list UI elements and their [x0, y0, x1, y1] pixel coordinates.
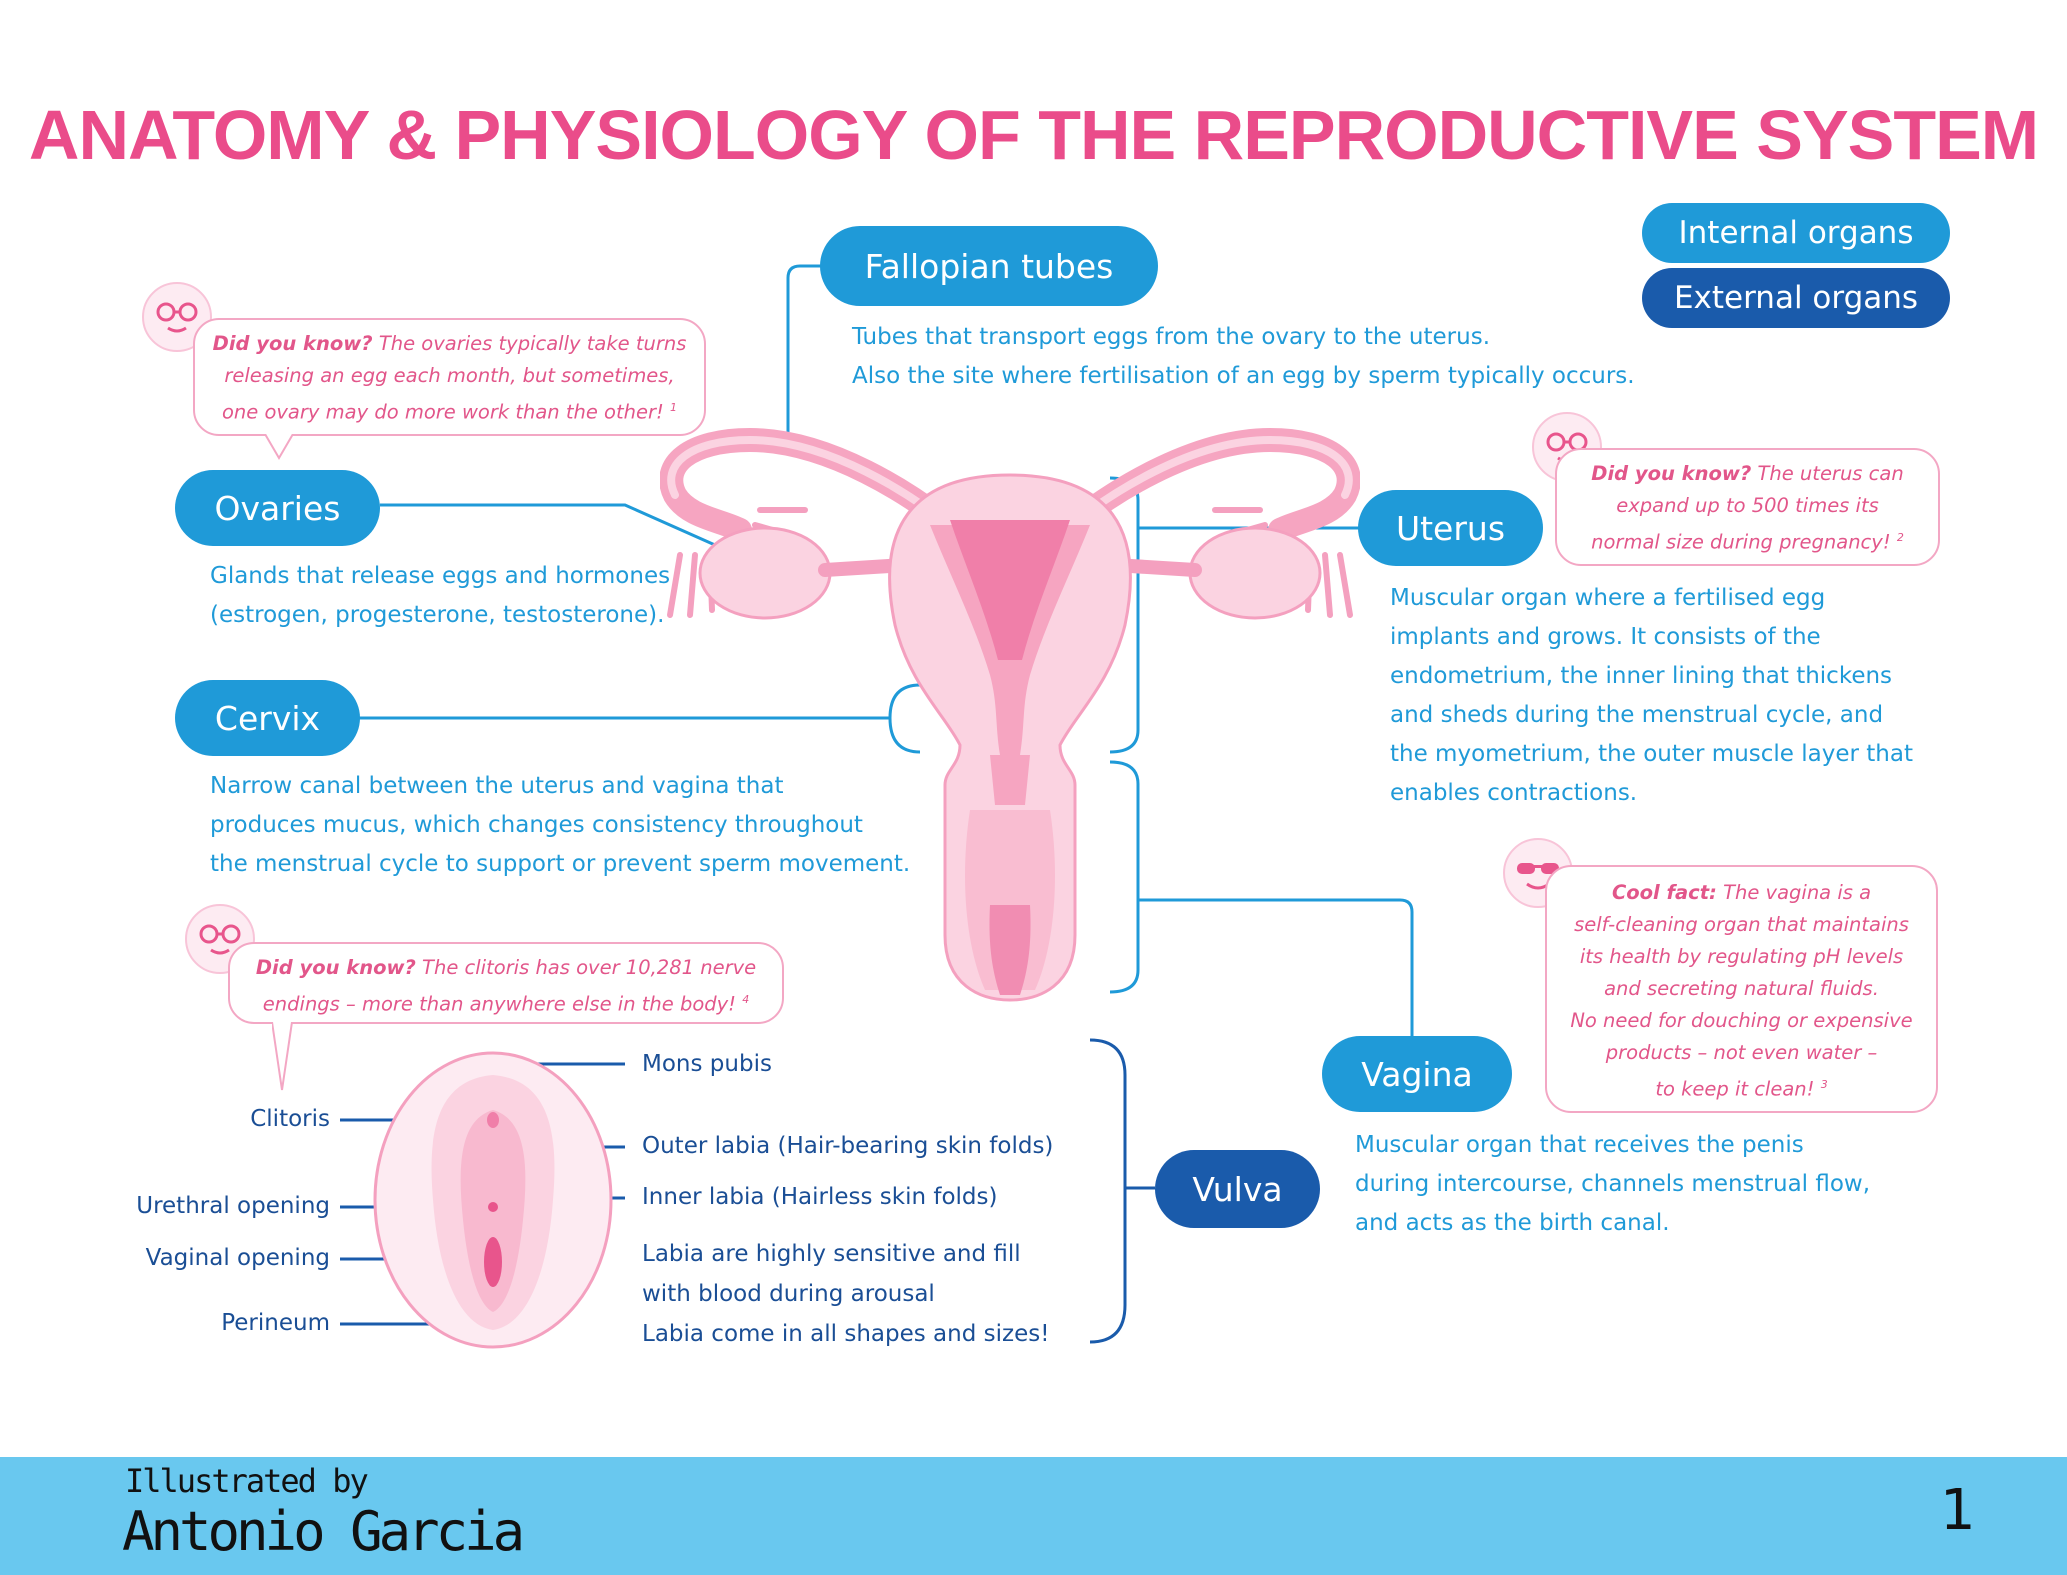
vulva-label: Vulva [1155, 1150, 1320, 1228]
bubble-tail [265, 434, 295, 460]
vaginal-opening-label: Vaginal opening [145, 1245, 330, 1271]
fallopian-connector [788, 266, 826, 450]
outer-labia-label: Outer labia (Hair-bearing skin folds) [642, 1133, 1054, 1159]
illustrator-credit-label: Illustrated by [125, 1462, 367, 1500]
fallopian-tubes-description: Tubes that transport eggs from the ovary to the uterus. Also the site where fertilisation of an egg by sperm typically occurs. [852, 324, 1635, 389]
fallopian-tubes-label: Fallopian tubes [820, 226, 1158, 306]
mons-pubis-label: Mons pubis [642, 1051, 772, 1077]
urethral-opening-label: Urethral opening [136, 1193, 330, 1219]
inner-labia-label: Inner labia (Hairless skin folds) [642, 1184, 998, 1210]
clitoris-shape [487, 1112, 499, 1128]
right-ovary [1190, 528, 1320, 618]
legend-internal-organs: Internal organs [1642, 203, 1950, 263]
vulva-bracket [1090, 1040, 1125, 1342]
clitoris-label: Clitoris [250, 1106, 330, 1132]
vulva-illustration [373, 1050, 613, 1350]
bubble-tail [272, 1022, 294, 1092]
cervix-label: Cervix [175, 680, 360, 756]
vagina-label: Vagina [1322, 1036, 1512, 1112]
ovaries-fact-bubble: Did you know? The ovaries typically take turns releasing an egg each month, but sometimes, one ovary may do more work than the other! $^1$ [193, 318, 706, 436]
cervix-description: Narrow canal between the uterus and vagina that produces mucus, which changes consistency throughout the menstrual cycle to support or prevent sperm movement. [210, 773, 911, 877]
ovaries-description: Glands that release eggs and hormones (estrogen, progesterone, testosterone). [210, 563, 671, 628]
vaginal-opening-shape [484, 1237, 502, 1287]
clitoris-fact-bubble: Did you know? The clitoris has over 10,281 nerve endings – more than anywhere else in the body! $^4$ [228, 942, 784, 1024]
uterus-label: Uterus [1358, 490, 1543, 566]
ovaries-label: Ovaries [175, 470, 380, 546]
page-title: ANATOMY & PHYSIOLOGY OF THE REPRODUCTIVE SYSTEM [28, 96, 2039, 174]
perineum-label: Perineum [221, 1310, 330, 1336]
uterus-illustration [660, 425, 1360, 1005]
urethral-opening-shape [488, 1202, 498, 1212]
uterus-description: Muscular organ where a fertilised egg implants and grows. It consists of the endometrium, the inner lining that thickens and sheds during the menstrual cycle, and the myometrium, the outer muscle layer that enables contractions. [1390, 585, 1913, 806]
vagina-fact-bubble: Cool fact: The vagina is a self-cleaning organ that maintains its health by regulating pH levels and secreting natural fluids. No need for douching or expensive products – not even water – to keep it clean! $^3$ [1545, 865, 1938, 1113]
legend-external-organs: External organs [1642, 268, 1950, 328]
vagina-description: Muscular organ that receives the penis during intercourse, channels menstrual flow, and acts as the birth canal. [1355, 1132, 1871, 1236]
labia-notes: Labia are highly sensitive and fill with blood during arousal Labia come in all shapes and sizes! [642, 1241, 1050, 1347]
left-ovary [700, 528, 830, 618]
illustrator-name: Antonio Garcia [122, 1500, 522, 1563]
uterus-fact-bubble: Did you know? The uterus can expand up to 500 times its normal size during pregnancy! $^2$ [1555, 448, 1940, 566]
page-number: 1 [1940, 1478, 1976, 1543]
cervical-canal [990, 755, 1030, 805]
